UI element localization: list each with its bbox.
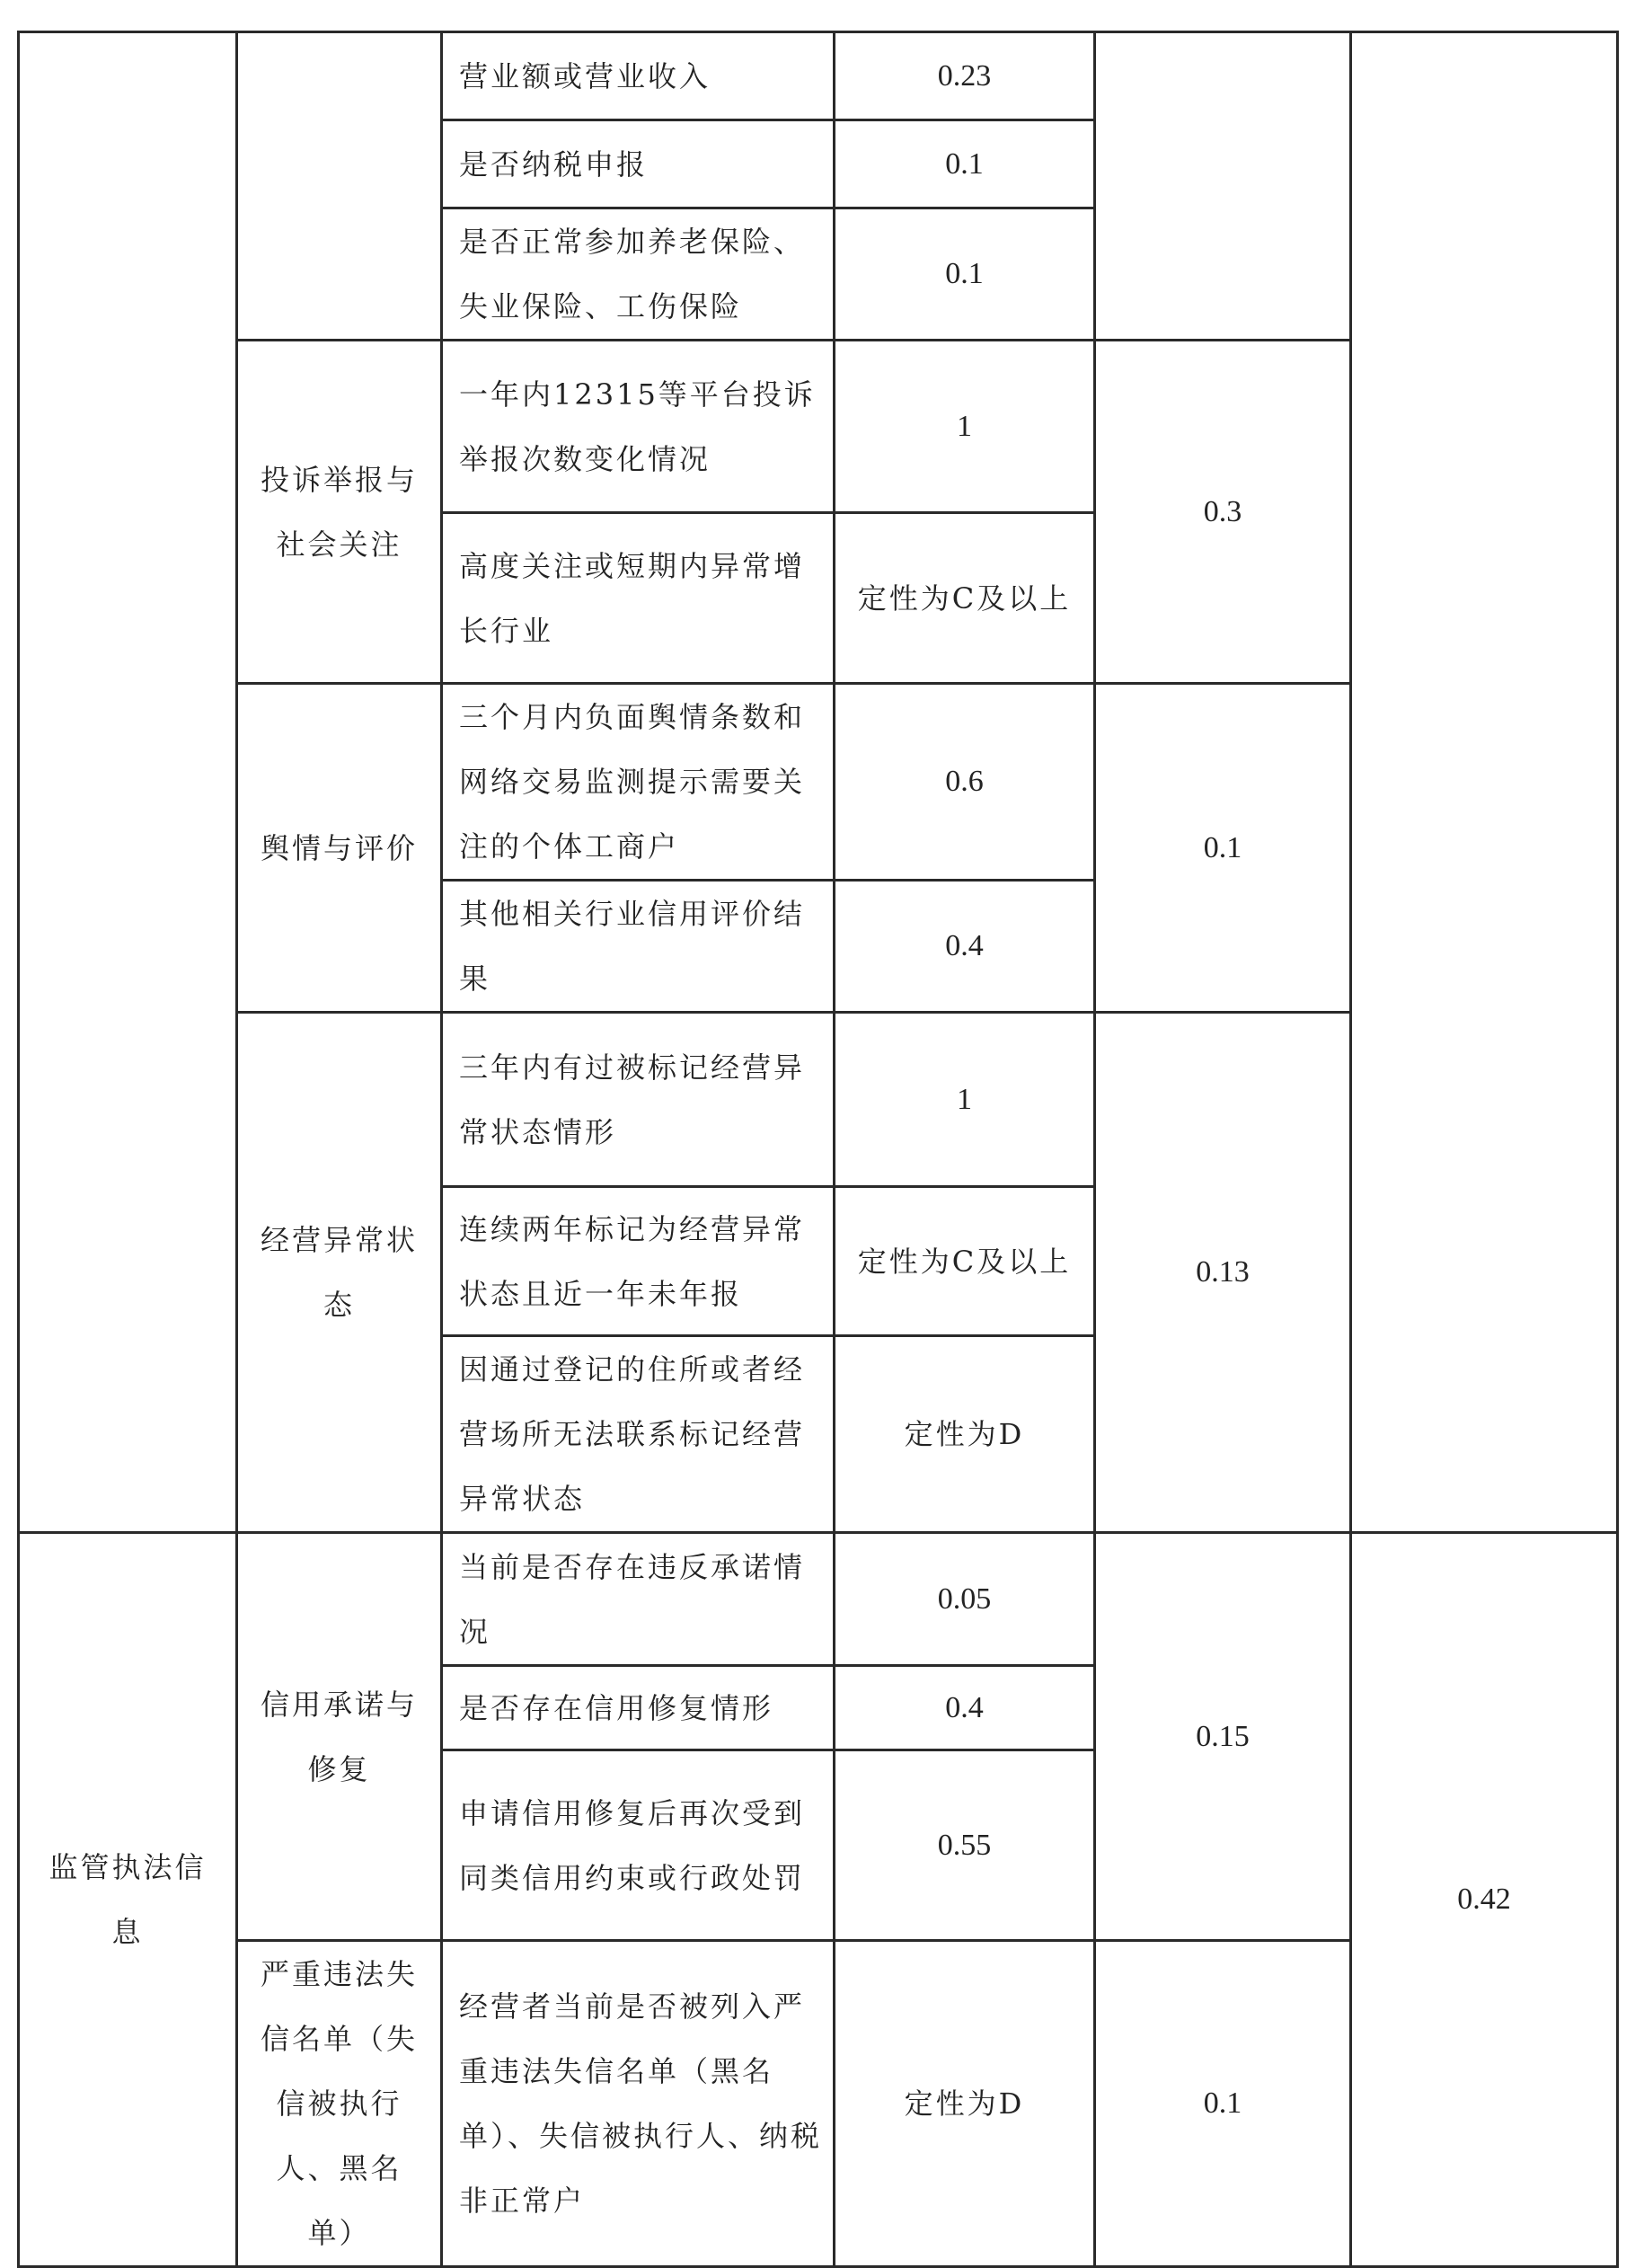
score-text: 0.55 (937, 1828, 992, 1862)
score-text: 0.05 (937, 1581, 992, 1616)
indicator-cell (442, 341, 835, 513)
score-text: 0.4 (945, 929, 984, 962)
indicator-cell (442, 1533, 835, 1666)
score-cell (835, 120, 1095, 208)
indicator-text: 三年内有过被标记经营异常状态情形 (459, 1050, 806, 1149)
category-text: 监管执法信息 (49, 1850, 207, 1949)
group-weight-cell (1095, 684, 1351, 1013)
indicator-cell (442, 120, 835, 208)
indicator-text: 高度关注或短期内异常增长行业 (459, 548, 806, 648)
group-weight-cell (1095, 1013, 1351, 1533)
score-cell (835, 881, 1095, 1013)
group-weight-cell (1095, 341, 1351, 684)
indicator-text: 营业额或营业收入 (459, 58, 711, 93)
indicator-cell (442, 881, 835, 1013)
indicator-cell (442, 1941, 835, 2267)
category-weight-text: 0.42 (1457, 1883, 1511, 1916)
subcategory-cell-continued (237, 32, 442, 341)
category-weight-cell (1351, 1533, 1618, 2267)
indicator-text: 是否存在信用修复情形 (459, 1690, 774, 1725)
indicator-cell (442, 684, 835, 881)
table-row (19, 1533, 1618, 1666)
score-text: 0.4 (945, 1690, 984, 1724)
indicator-text: 连续两年标记为经营异常状态且近一年未年报 (459, 1211, 806, 1311)
score-text: 0.23 (937, 58, 992, 93)
score-cell (835, 1013, 1095, 1187)
subcategory-cell (237, 341, 442, 684)
group-weight-text: 0.3 (1203, 494, 1242, 528)
group-weight-cell-continued (1095, 32, 1351, 341)
score-text: 定性为D (904, 1417, 1025, 1451)
score-cell (835, 1750, 1095, 1941)
subcategory-cell (237, 1533, 442, 1941)
indicator-weight-table (17, 31, 1619, 2268)
score-text: 0.6 (945, 765, 984, 798)
indicator-text: 申请信用修复后再次受到同类信用约束或行政处罚 (459, 1795, 806, 1895)
indicator-cell (442, 1666, 835, 1750)
subcategory-text: 严重违法失信名单（失信被执行人、黑名单） (260, 1957, 418, 2250)
subcategory-cell (237, 684, 442, 1013)
score-text: 定性为C及以上 (857, 580, 1072, 616)
group-weight-text: 0.13 (1196, 1255, 1250, 1289)
category-weight-cell-continued (1351, 32, 1618, 1533)
score-cell (835, 1666, 1095, 1750)
indicator-text: 因通过登记的住所或者经营场所无法联系标记经营异常状态 (459, 1352, 806, 1516)
indicator-cell (442, 32, 835, 120)
score-text: 0.1 (945, 257, 984, 290)
table-row (19, 32, 1618, 120)
score-text: 定性为D (904, 2086, 1025, 2121)
indicator-text: 当前是否存在违反承诺情况 (459, 1549, 806, 1649)
subcategory-text: 经营异常状态 (260, 1223, 418, 1322)
score-cell (835, 1533, 1095, 1666)
indicator-cell (442, 513, 835, 684)
indicator-text: 是否正常参加养老保险、失业保险、工伤保险 (459, 225, 806, 323)
indicator-cell (442, 208, 835, 341)
indicator-text: 是否纳税申报 (459, 146, 649, 182)
score-text: 1 (957, 1082, 972, 1116)
score-cell (835, 1187, 1095, 1336)
group-weight-cell (1095, 1941, 1351, 2267)
group-weight-text: 0.15 (1196, 1719, 1250, 1753)
score-text: 定性为C及以上 (857, 1244, 1072, 1279)
score-cell (835, 32, 1095, 120)
score-text: 1 (957, 409, 972, 443)
group-weight-text: 0.1 (1203, 830, 1242, 864)
score-cell (835, 208, 1095, 341)
subcategory-text: 舆情与评价 (260, 830, 418, 865)
indicator-text: 其他相关行业信用评价结果 (459, 897, 806, 996)
score-text: 0.1 (945, 146, 984, 181)
subcategory-cell (237, 1013, 442, 1533)
subcategory-text: 投诉举报与社会关注 (260, 462, 418, 562)
indicator-cell (442, 1187, 835, 1336)
subcategory-cell (237, 1941, 442, 2267)
indicator-text: 一年内12315等平台投诉举报次数变化情况 (459, 377, 816, 476)
category-cell (19, 1533, 237, 2267)
group-weight-text: 0.1 (1203, 2086, 1242, 2120)
category-cell-continued (19, 32, 237, 1533)
group-weight-cell (1095, 1533, 1351, 1941)
indicator-cell (442, 1336, 835, 1533)
indicator-text: 经营者当前是否被列入严重违法失信名单（黑名单）、失信被执行人、纳税非正常户 (459, 1989, 823, 2218)
indicator-cell (442, 1750, 835, 1941)
indicator-cell (442, 1013, 835, 1187)
score-cell (835, 1336, 1095, 1533)
score-cell (835, 684, 1095, 881)
subcategory-text: 信用承诺与修复 (260, 1687, 418, 1786)
indicator-text: 三个月内负面舆情条数和网络交易监测提示需要关注的个体工商户 (459, 700, 806, 864)
score-cell (835, 341, 1095, 513)
score-cell (835, 513, 1095, 684)
score-cell (835, 1941, 1095, 2267)
